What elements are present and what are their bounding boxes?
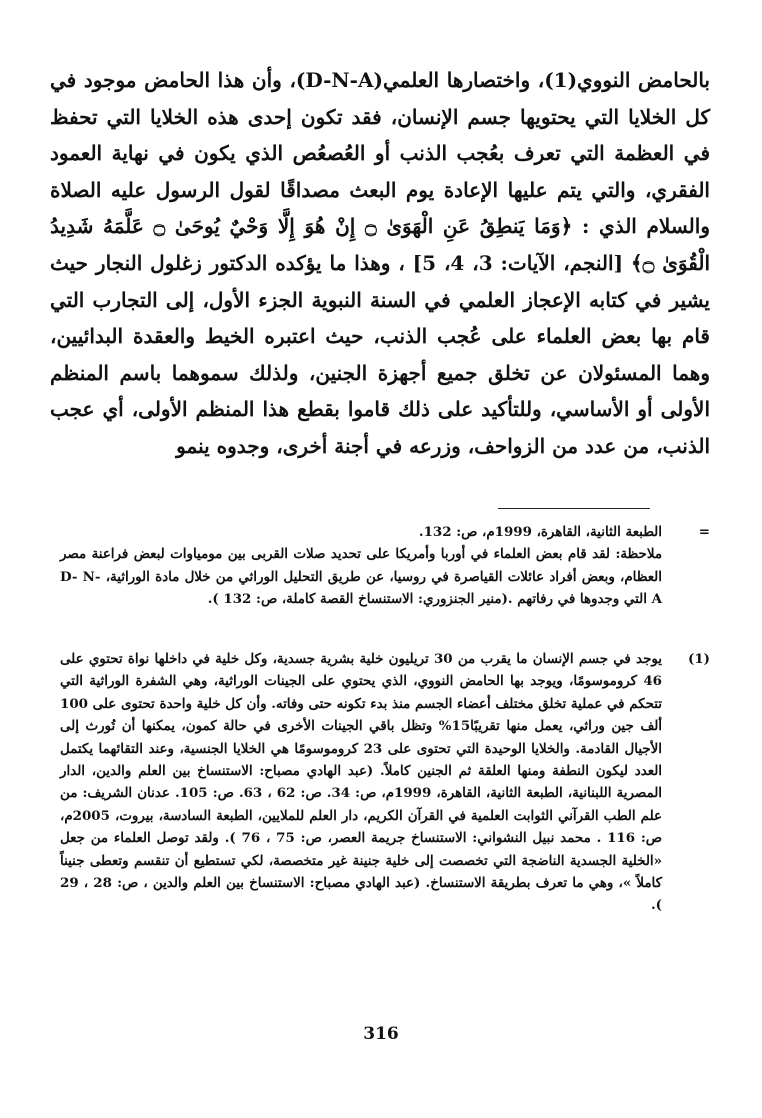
footnote-1-text: يوجد في جسم الإنسان ما يقرب من 30 تريليون خلية بشرية جسدية، وكل خلية في داخلها نواة تحتوي على 46 كروموسومًا، ويوجد بها الحامض النووي، الذي يحتوي على الجينات الوراثية، وهي الشفرة الوراثية التي تتحكم في عملية تخلق مختلف أعضاء الجسم منذ بدء تكونه حتى وفاته. وأن كل خلية واحدة تحتوى على 100 ألف جين وراثي، يعمل منها تقريبًا15% وتظل باقي الجينات الأخرى في حالة كمون، يمكنها أن تُورث إلى الأجيال القادمة. والخلايا الوحيدة التي تحتوى على 23 كروموسومًا هي الخلايا الجنسية، وعند التقائهما يكتمل العدد ليكون النطفة ومنها العلقة ثم الجنين كاملاً. (عبد الهادي مصباح: الاستنساخ بين العلم والدين، الدار المصرية اللبنانية، الطبعة الثانية، القاهرة، 1999م، ص: 34. ص: 62 ، 63. ص: 105. عدنان الشريف: من علم الطب القرآني الثوابت العلمية في القرآن الكريم، دار العلم للملايين، الطبعة السادسة، بيروت، 2005م، ص: 116 . محمد نبيل النشواني: الاستنساخ جريمة العصر، ص: 75 ، 76 ). ولقد توصل العلماء من جعل «الخلية الجسدية الناضجة التي تخصصت إلى خلية جنينة غير متخصصة، لكي تستطيع أن تنقسم وتعطى جنيناً كاملاً »، وهي ما تعرف بطريقة الاستنساخ. (عبد الهادي مصباح: الاستنساخ بين العلم والدين ، ص: 28 ، 29 ).: [60, 651, 663, 914]
body-paragraph: بالحامض النووي(1)، واختصارها العلمي(D-N-A)، وأن هذا الحامض موجود في كل الخلايا التي يحتويها جسم الإنسان، فقد تكون إحدى هذه الخلايا التي تحفظ في العظمة التي تعرف بعُجب الذنب أو العُصعُص الذي يكون في نهاية العمود الفقري، والتي يتم عليها الإعادة يوم البعث مصداقًا لقول الرسول عليه الصلاة والسلام الذي : ﴿وَمَا يَنطِقُ عَنِ الْهَوَىٰ ۝ إِنْ هُوَ إِلَّا وَحْيٌ يُوحَىٰ ۝ عَلَّمَهُ شَدِيدُ الْقُوَىٰ ۝﴾ [النجم، الآيات: 3، 4، 5] ، وهذا ما يؤكده الدكتور زغلول النجار حيث يشير في كتابه الإعجاز العلمي في السنة النبوية الجزء الأول، إلى التجارب التي قام بها بعض العلماء على عُجب الذنب، حيث اعتبره الخيط والعقدة البدائيين، وهما المسئولان عن تخلق جميع أجهزة الجنين، ولذلك سموهما باسم المنظم الأولى أو الأساسي، وللتأكيد على ذلك قاموا بقطع هذا المنظم الأولى، أي عجب الذنب، من عدد من الزواحف، وزرعه في أجنة أخرى، وجدوه ينمو: [50, 68, 711, 458]
footnote-separator: [498, 508, 650, 509]
footnote-number: (1): [688, 651, 710, 667]
footnote-1: [60, 648, 710, 917]
footnote-citation: الطبعة الثانية، القاهرة، 1999م، ص: 132.: [418, 524, 662, 540]
footnote-continued: [60, 521, 710, 611]
footnote-note: ملاحظة: لقد قام بعض العلماء في أوربا وأمريكا على تحديد صلات القربى بين مومياوات لبعض فراعنة مصر العظام، وبعض أفراد عائلات القياصرة في روسيا، عن طريق التحليل الوراثي من خلال مادة الوراثية، D- N- A التي وجدوها في رفاتهم .(منير الجنزوري: الاستنساخ القصة كاملة، ص: 132 ).: [60, 546, 662, 608]
page-number: 316: [363, 1024, 399, 1044]
footnote-continuation-marker: =: [698, 524, 710, 540]
